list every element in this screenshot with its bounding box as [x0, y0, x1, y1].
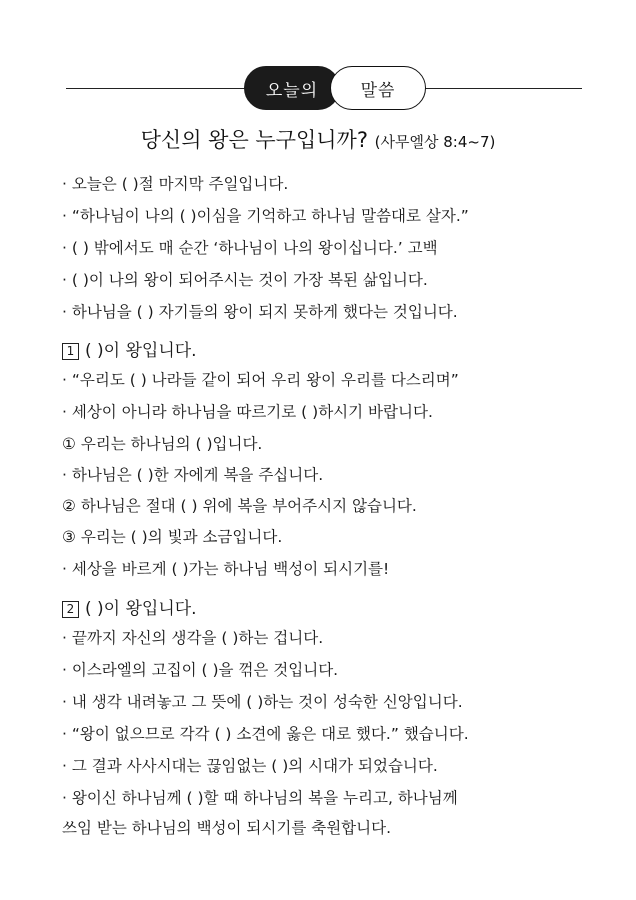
section-2-line: · “왕이 없으므로 각각 ( ) 소견에 옳은 대로 했다.” 했습니다. — [62, 725, 469, 743]
page-title — [0, 124, 636, 154]
section-1-line: · 세상이 아니라 하나님을 따르기로 ( )하시기 바랍니다. — [62, 403, 433, 421]
section-2-heading-text: ( )이 왕입니다. — [85, 599, 197, 619]
section-1-heading-text: ( )이 왕입니다. — [85, 341, 197, 361]
section-2-line: · 그 결과 사사시대는 끊임없는 ( )의 시대가 되었습니다. — [62, 757, 438, 775]
intro-line: · “하나님이 나의 ( )이심을 기억하고 하나님 말씀대로 살자.” — [62, 207, 469, 225]
pill-word — [330, 66, 426, 110]
section-1-heading — [62, 336, 197, 361]
intro-line: · ( ) 밖에서도 매 순간 ‘하나님이 나의 왕이십니다.’ 고백 — [62, 239, 438, 257]
pill-today-dark — [244, 66, 340, 110]
title-main: 당신의 왕은 누구입니까? — [140, 128, 368, 152]
title-reference: (사무엘상 8:4~7) — [374, 133, 496, 151]
section-2-line: · 끝까지 자신의 생각을 ( )하는 겁니다. — [62, 629, 324, 647]
intro-line: · 하나님을 ( ) 자기들의 왕이 되지 못하게 했다는 것입니다. — [62, 303, 458, 321]
section-1-number: 1 — [62, 343, 79, 360]
section-2-heading — [62, 594, 197, 619]
section-1-line: ① 우리는 하나님의 ( )입니다. — [62, 435, 263, 453]
section-2-number: 2 — [62, 601, 79, 618]
section-1-line: · 세상을 바르게 ( )가는 하나님 백성이 되시기를! — [62, 560, 390, 578]
pill-today-label: 오늘의 — [265, 80, 319, 101]
section-2-line: · 왕이신 하나님께 ( )할 때 하나님의 복을 누리고, 하나님께 — [62, 789, 458, 807]
section-2-line: · 이스라엘의 고집이 ( )을 꺾은 것입니다. — [62, 661, 339, 679]
header-banner — [0, 0, 636, 130]
section-1-line: ③ 우리는 ( )의 빛과 소금입니다. — [62, 528, 283, 546]
section-2-line: 쓰임 받는 하나님의 백성이 되시기를 축원합니다. — [62, 819, 392, 837]
section-1-line: ② 하나님은 절대 ( ) 위에 복을 부어주시지 않습니다. — [62, 497, 417, 515]
section-1-line: · 하나님은 ( )한 자에게 복을 주십니다. — [62, 466, 324, 484]
intro-line: · ( )이 나의 왕이 되어주시는 것이 가장 복된 삶입니다. — [62, 271, 428, 289]
pill-word-label: 말씀 — [360, 80, 396, 101]
section-2-line: · 내 생각 내려놓고 그 뜻에 ( )하는 것이 성숙한 신앙입니다. — [62, 693, 463, 711]
section-1-line: · “우리도 ( ) 나라들 같이 되어 우리 왕이 우리를 다스리며” — [62, 371, 459, 389]
intro-line: · 오늘은 ( )절 마지막 주일입니다. — [62, 175, 289, 193]
